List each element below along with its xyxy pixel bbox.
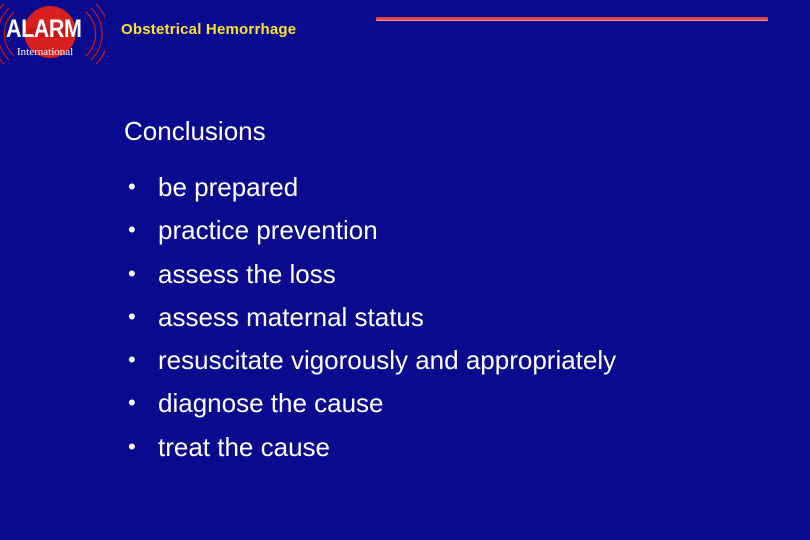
bullet-text: diagnose the cause [158, 388, 384, 419]
bullet-item [128, 430, 616, 473]
bullet-icon: • [128, 347, 136, 373]
bullet-item [128, 213, 616, 256]
bullet-item [128, 170, 616, 213]
alarm-logo [0, 0, 105, 68]
slide-heading: Conclusions [124, 116, 266, 146]
bullet-item [128, 386, 616, 429]
bullet-icon: • [128, 260, 136, 286]
header-divider [376, 17, 768, 20]
bullet-text: practice prevention [158, 215, 378, 246]
header-title: Obstetrical Hemorrhage [121, 21, 297, 38]
bullet-item [128, 300, 616, 343]
bullet-text: resuscitate vigorously and appropriately [158, 345, 617, 376]
bullet-text: assess the loss [158, 258, 336, 289]
bullet-icon: • [128, 303, 136, 329]
bullet-text: treat the cause [158, 431, 330, 462]
bullet-icon: • [128, 433, 136, 459]
bullet-item [128, 257, 616, 300]
bullet-icon: • [128, 217, 136, 243]
bullet-item [128, 343, 616, 386]
logo-wordmark: ALARM [6, 15, 82, 43]
bullet-text: be prepared [158, 172, 299, 202]
bullet-list [128, 170, 616, 473]
bullet-text: assess maternal status [158, 301, 424, 332]
bullet-icon: • [128, 174, 136, 199]
bullet-icon: • [128, 390, 136, 416]
logo-subtitle: International [17, 46, 74, 58]
